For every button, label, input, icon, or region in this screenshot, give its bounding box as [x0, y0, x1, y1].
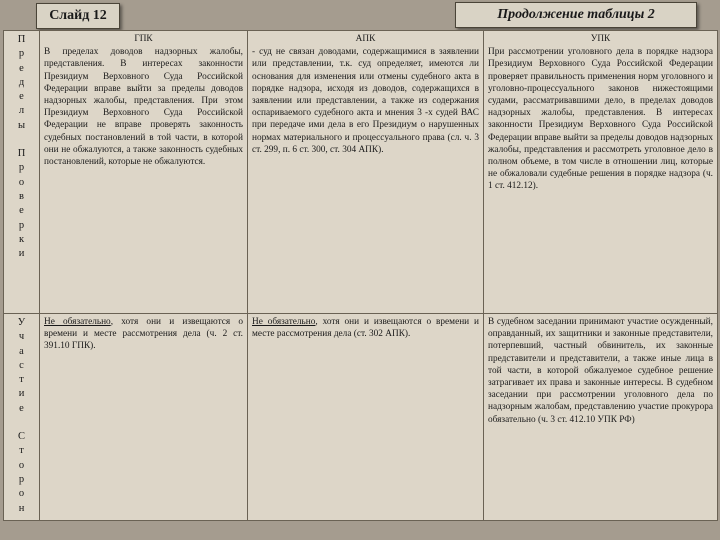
row-header-letter: е	[19, 62, 24, 74]
row-header-letter: н	[18, 502, 25, 514]
upk-cell	[484, 314, 718, 521]
row-header-letter: о	[18, 488, 25, 500]
row-header-letter: ы	[17, 119, 26, 131]
row-header-letter: р	[18, 473, 25, 485]
row-header-letter: к	[18, 233, 25, 245]
apk-participation-rest: , хотя они и извещаются о времени и месте рассмотрения дела (ст. 302 АПК).	[252, 317, 479, 340]
row-header-letter: с	[19, 359, 24, 371]
row-header-letter: е	[19, 91, 24, 103]
letter-gap	[8, 133, 35, 147]
apk-limits-text: - суд не связан доводами, содержащимися в заявлении или представлении, т.к. суд определяет, имеются ли основания для изменения или отмены судебного акта в порядке надзора, исходя из доводов, содержащихся в заявлении или представлении, а также из содержания оспариваемого судебного акта и мнения 3 -х судей ВАС при передаче ими дела в его Президиум о нарушенных нормах материального и процессуального права (сл. ч. 3 ст. 299, п. 6 ст. 300, ст. 304 АПК).	[252, 47, 479, 155]
row-header-letter: и	[18, 388, 25, 400]
apk-cell	[248, 314, 484, 521]
row-header-letter: р	[18, 219, 25, 231]
apk-cell	[248, 31, 484, 314]
apk-participation-text	[252, 316, 479, 340]
row-header-letter: в	[19, 190, 24, 202]
row-header-letter: р	[18, 162, 25, 174]
upk-limits-text: При рассмотрении уголовного дела в порядке надзора Президиум Верховного Суда Российской Федерации проверяет правильность применения норм уголовного и уголовно-процессуального законов нижестоящими судами, рассматривавшими дело, в пределах доводов надзорных жалобы, представления. В интересах законности Президиум Верховного Суда Российской Федерации вправе выйти за пределы доводов надзорных жалобы, представления и рассмотреть уголовное дело в полном объеме, в том числе в отношении лиц, которые не обжаловали судебные решения в порядке надзора (ч. 1 ст. 412.12).	[488, 47, 713, 192]
upk-participation-text: В судебном заседании принимают участие осужденный, оправданный, их защитники и законные представители, потерпевший, частный обвинитель, их законные представители и представители, а также иные лица в той части, в которой обжалуемое судебное решение затрагивает их права и законные интересы. В судебном заседании при рассмотрении уголовного дела по надзорным жалобам, представлению участие прокурора обязательно (ч. 3 ст. 412.10 УПК РФ)	[488, 317, 713, 425]
table-row	[4, 314, 718, 521]
row-header-letter: т	[19, 374, 24, 386]
gpk-participation-text	[44, 316, 243, 353]
row-header-letter: П	[17, 34, 26, 45]
row-header-letter: а	[19, 345, 24, 357]
row-header-letter: У	[17, 317, 26, 328]
row-header-letter: р	[18, 48, 25, 60]
row-header-letter: ч	[18, 331, 25, 343]
table-row	[4, 31, 718, 314]
column-header-gpk: ГПК	[134, 34, 153, 44]
not-required-label: Не обязательно	[44, 317, 111, 327]
row-header-letter: о	[18, 459, 25, 471]
row-header-letter: о	[18, 176, 25, 188]
gpk-limits-text: В пределах доводов надзорных жалобы, представления. В интересах законности Президиум Верховного Суда Российской Федерации вправе выйти за пределы доводов надзорных жалобы, представления. При этом Президиум Верховного Суда Российской Федерации не вправе проверять законность судебных постановлений в той части, в которой они не обжалуются, а также законность судебных постановлений, которые не обжалуются.	[44, 47, 243, 168]
row-header-letter: П	[17, 148, 26, 160]
row-header-participation	[4, 314, 40, 521]
column-header-upk: УПК	[590, 34, 611, 44]
continuation-title: Продолжение таблицы 2	[455, 2, 697, 28]
row-header-letter: т	[19, 445, 24, 457]
slide-title: Слайд 12	[36, 3, 120, 29]
not-required-label: Не обязательно	[252, 317, 316, 327]
gpk-cell	[40, 31, 248, 314]
gpk-participation-rest: , хотя они и извещаются о времени и месте рассмотрения дела (ч. 2 ст. 391.10 ГПК).	[44, 317, 243, 352]
comparison-table	[3, 30, 718, 521]
gpk-cell	[40, 314, 248, 521]
upk-cell	[484, 31, 718, 314]
row-header-letter: л	[18, 105, 25, 117]
row-header-letter: е	[19, 402, 24, 414]
row-header-limits	[4, 31, 40, 314]
row-header-letter: е	[19, 205, 24, 217]
column-header-apk: АПК	[355, 34, 376, 44]
letter-gap	[8, 416, 35, 430]
row-header-letter: и	[18, 248, 25, 260]
row-header-letter: С	[17, 431, 25, 443]
row-header-letter: д	[18, 76, 25, 88]
